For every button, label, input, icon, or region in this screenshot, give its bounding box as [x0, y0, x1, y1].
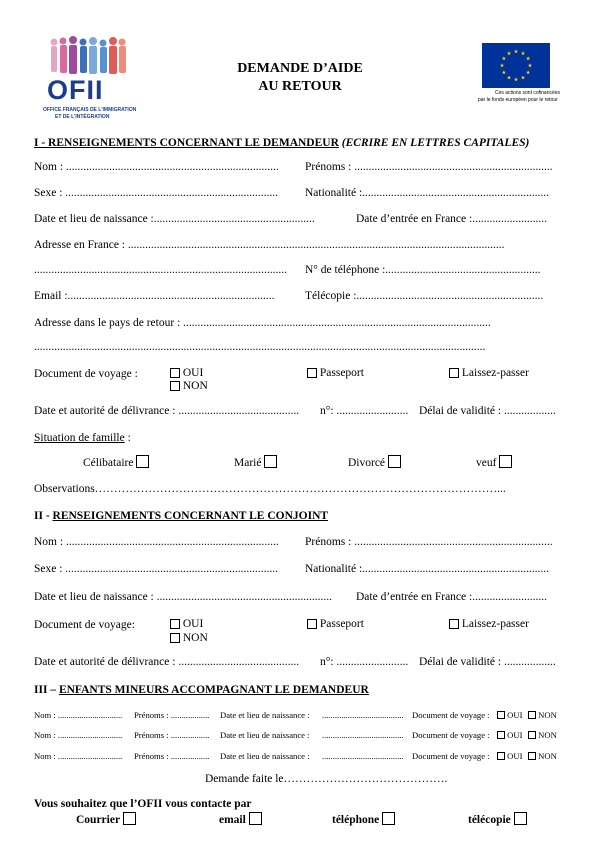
eu-flag-icon — [482, 43, 550, 88]
s1-celibataire-label: Célibataire — [83, 457, 134, 469]
s1-situation-text: Situation de famille — [34, 432, 125, 444]
contact-telephone-option[interactable] — [332, 812, 395, 826]
child-non-checkbox[interactable] — [528, 711, 536, 719]
s1-date-entree-field[interactable]: Date d’entrée en France :.......................... — [356, 213, 547, 225]
s2-laissez-passer-option[interactable] — [449, 618, 529, 630]
s1-marie-option[interactable] — [234, 455, 277, 469]
child-date-label: Date et lieu de naissance : — [220, 710, 310, 720]
s2-date-naissance-field[interactable]: Date et lieu de naissance : ............................................................. — [34, 591, 332, 603]
section1-title-note: (ECRIRE EN LETTRES CAPITALES) — [341, 137, 530, 149]
page-title-line1: DEMANDE D’AIDE — [237, 61, 363, 76]
child-non-label: NON — [538, 730, 557, 740]
child-oui-label: OUI — [507, 730, 523, 740]
child-doc-voyage-label: Document de voyage : — [412, 751, 490, 761]
s1-numero-field[interactable]: n°: ......................... — [320, 405, 409, 417]
child-non-checkbox[interactable] — [528, 731, 536, 739]
s1-passeport-checkbox[interactable] — [307, 368, 317, 378]
child-nom-field[interactable]: Nom : .............................. — [34, 730, 123, 740]
s2-nationalite-field[interactable]: Nationalité :................................................................. — [305, 563, 550, 575]
s1-passeport-label: Passeport — [319, 367, 364, 379]
contact-email-option[interactable] — [219, 812, 262, 826]
child-date-label: Date et lieu de naissance : — [220, 730, 310, 740]
s2-laissez-passer-label: Laissez-passer — [461, 618, 529, 630]
s1-non-option[interactable] — [170, 380, 208, 392]
s1-veuf-checkbox[interactable] — [499, 455, 512, 468]
s2-laissez-passer-checkbox[interactable] — [449, 619, 459, 629]
demande-faite-field[interactable]: Demande faite le……………………………………. — [205, 773, 448, 785]
child-prenoms-field[interactable]: Prénoms : .................. — [134, 710, 210, 720]
child-non-option[interactable] — [528, 710, 557, 720]
s1-adresse-retour-field[interactable]: Adresse dans le pays de retour : ........................................................................................................... — [34, 317, 491, 329]
child-non-label: NON — [538, 751, 557, 761]
contact-courrier-option[interactable] — [76, 812, 136, 826]
child-non-option[interactable] — [528, 751, 557, 761]
s2-nom-field[interactable]: Nom : .......................................................................... — [34, 536, 279, 548]
child-non-option[interactable] — [528, 730, 557, 740]
child-date-label: Date et lieu de naissance : — [220, 751, 310, 761]
section2-prefix: II - — [34, 510, 53, 522]
s2-delivrance-field[interactable]: Date et autorité de délivrance : .......................................... — [34, 656, 300, 668]
s1-veuf-label: veuf — [476, 457, 497, 469]
s1-marie-checkbox[interactable] — [264, 455, 277, 468]
contact-telecopie-option[interactable] — [468, 812, 527, 826]
child-oui-checkbox[interactable] — [497, 731, 505, 739]
s1-telephone-field[interactable]: N° de téléphone :...................................................... — [305, 264, 541, 276]
s1-nom-field[interactable]: Nom : .......................................................................... — [34, 161, 279, 173]
s1-validite-field[interactable]: Délai de validité : .................. — [419, 405, 556, 417]
s1-situation-label — [34, 432, 131, 444]
contact-email-checkbox[interactable] — [249, 812, 262, 825]
s1-oui-option[interactable] — [170, 367, 203, 379]
s2-sexe-field[interactable]: Sexe : .......................................................................... — [34, 563, 279, 575]
s1-veuf-option[interactable] — [476, 455, 512, 469]
s1-doc-voyage-label: Document de voyage : — [34, 368, 138, 380]
child-oui-option[interactable] — [497, 710, 522, 720]
s2-oui-checkbox[interactable] — [170, 619, 180, 629]
s1-nationalite-field[interactable]: Nationalité :................................................................. — [305, 187, 550, 199]
s2-oui-label: OUI — [182, 618, 204, 630]
child-oui-label: OUI — [507, 710, 523, 720]
contact-courrier-checkbox[interactable] — [123, 812, 136, 825]
contact-question: Vous souhaitez que l’OFII vous contacte par — [34, 798, 252, 810]
s1-divorce-option[interactable] — [348, 455, 401, 469]
s1-adresse-retour-cont-field[interactable]: ............................................................................................................................................................. — [34, 341, 486, 353]
s1-adresse-field[interactable]: Adresse en France : ................................................................................................................................... — [34, 239, 505, 251]
s1-prenoms-field[interactable]: Prénoms : ..................................................................... — [305, 161, 553, 173]
s2-passeport-option[interactable] — [307, 618, 364, 630]
child-nom-field[interactable]: Nom : .............................. — [34, 751, 123, 761]
s2-non-checkbox[interactable] — [170, 633, 180, 643]
child-nom-field[interactable]: Nom : .............................. — [34, 710, 123, 720]
ofii-logo-subtitle-1: OFFICE FRANÇAIS DE L'IMMIGRATION — [43, 107, 137, 113]
contact-telephone-label: téléphone — [332, 814, 380, 826]
section1-title: I - RENSEIGNEMENTS CONCERNANT LE DEMANDEUR — [34, 137, 339, 149]
s2-doc-voyage-label: Document de voyage: — [34, 619, 135, 631]
s1-non-label: NON — [182, 380, 208, 392]
section3-heading — [34, 684, 369, 696]
s2-passeport-checkbox[interactable] — [307, 619, 317, 629]
s1-delivrance-field[interactable]: Date et autorité de délivrance : .......................................... — [34, 405, 300, 417]
child-non-label: NON — [538, 710, 557, 720]
s1-laissez-passer-label: Laissez-passer — [461, 367, 529, 379]
s2-non-option[interactable] — [170, 632, 208, 644]
section2-heading — [34, 510, 328, 522]
s1-celibataire-option[interactable] — [83, 455, 149, 469]
s1-laissez-passer-checkbox[interactable] — [449, 368, 459, 378]
section1-heading — [34, 137, 529, 149]
child-non-checkbox[interactable] — [528, 752, 536, 760]
s2-passeport-label: Passeport — [319, 618, 364, 630]
s2-validite-field[interactable]: Délai de validité : .................. — [419, 656, 556, 668]
ofii-logo-text: OFII — [47, 75, 104, 105]
child-doc-voyage-label: Document de voyage : — [412, 730, 490, 740]
section3-prefix: III – — [34, 684, 59, 696]
child-date-field[interactable]: ...................................... — [322, 751, 404, 761]
s1-marie-label: Marié — [234, 457, 262, 469]
section3-title: ENFANTS MINEURS ACCOMPAGNANT LE DEMANDEUR — [58, 684, 369, 696]
s1-oui-checkbox[interactable] — [170, 368, 180, 378]
ofii-logo-subtitle-2: ET DE L'INTÉGRATION — [55, 114, 110, 120]
s1-email-field[interactable]: Email :........................................................................ — [34, 290, 275, 302]
s1-date-naissance-field[interactable]: Date et lieu de naissance :........................................................ — [34, 213, 315, 225]
child-prenoms-field[interactable]: Prénoms : .................. — [134, 751, 210, 761]
contact-courrier-label: Courrier — [76, 814, 120, 826]
s1-celibataire-checkbox[interactable] — [136, 455, 149, 468]
child-oui-checkbox[interactable] — [497, 711, 505, 719]
s1-telecopie-field[interactable]: Télécopie :................................................................. — [305, 290, 544, 302]
s2-oui-option[interactable] — [170, 618, 203, 630]
s1-passeport-option[interactable] — [307, 367, 364, 379]
child-oui-checkbox[interactable] — [497, 752, 505, 760]
page-title-line2: AU RETOUR — [258, 79, 342, 94]
child-oui-label: OUI — [507, 751, 523, 761]
s1-divorce-checkbox[interactable] — [388, 455, 401, 468]
eu-caption-2: par le fonds européen pour le retour — [478, 97, 558, 103]
s2-non-label: NON — [182, 632, 208, 644]
contact-telecopie-label: télécopie — [468, 814, 511, 826]
contact-email-label: email — [219, 814, 246, 826]
contact-telephone-checkbox[interactable] — [382, 812, 395, 825]
section2-title: RENSEIGNEMENTS CONCERNANT LE CONJOINT — [52, 510, 329, 522]
child-oui-option[interactable] — [497, 751, 522, 761]
s1-divorce-label: Divorcé — [348, 457, 386, 469]
s1-adresse-cont-field[interactable]: ........................................................................................ — [34, 264, 287, 276]
s1-oui-label: OUI — [182, 367, 204, 379]
s1-non-checkbox[interactable] — [170, 381, 180, 391]
child-oui-option[interactable] — [497, 730, 522, 740]
s1-laissez-passer-option[interactable] — [449, 367, 529, 379]
s2-numero-field[interactable]: n°: ......................... — [320, 656, 409, 668]
s1-observations-field[interactable]: Observations……………………………………………………………………………………………... — [34, 483, 506, 495]
child-date-field[interactable]: ...................................... — [322, 730, 404, 740]
s1-sexe-field[interactable]: Sexe : .......................................................................... — [34, 187, 279, 199]
eu-caption-1: Ces actions sont cofinancées — [495, 90, 561, 96]
contact-telecopie-checkbox[interactable] — [514, 812, 527, 825]
s2-prenoms-field[interactable]: Prénoms : ..................................................................... — [305, 536, 553, 548]
child-prenoms-field[interactable]: Prénoms : .................. — [134, 730, 210, 740]
child-doc-voyage-label: Document de voyage : — [412, 710, 490, 720]
s2-date-entree-field[interactable]: Date d’entrée en France :.......................... — [356, 591, 547, 603]
child-date-field[interactable]: ...................................... — [322, 710, 404, 720]
s1-situation-colon: : — [124, 432, 131, 444]
